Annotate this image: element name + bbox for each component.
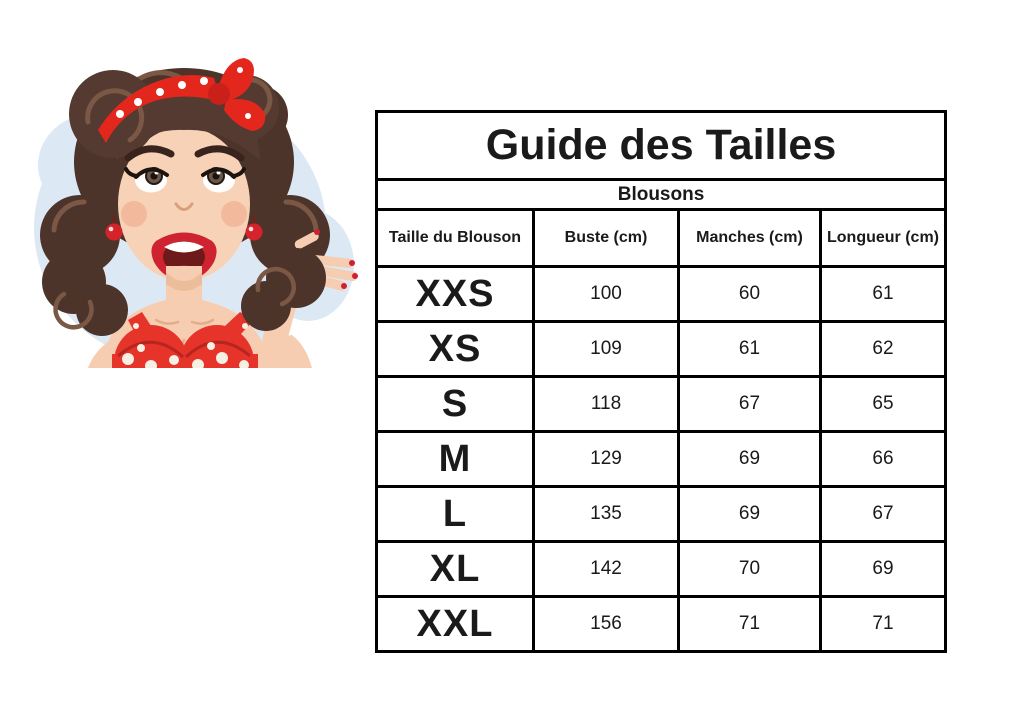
buste-value: 135 [534,487,679,542]
category-label: Blousons [377,180,946,210]
manches-value: 67 [679,377,821,432]
column-header-taille: Taille du Blouson [377,210,534,267]
page-title: Guide des Tailles [377,112,946,180]
buste-value: 129 [534,432,679,487]
manches-value: 61 [679,322,821,377]
longueur-value: 62 [821,322,946,377]
manches-value: 69 [679,432,821,487]
buste-value: 100 [534,267,679,322]
longueur-value: 65 [821,377,946,432]
size-row-xl [377,542,946,597]
longueur-value: 61 [821,267,946,322]
buste-value: 156 [534,597,679,652]
column-header-manches: Manches (cm) [679,210,821,267]
size-row-xs [377,322,946,377]
column-header-longueur: Longueur (cm) [821,210,946,267]
manches-value: 60 [679,267,821,322]
manches-value: 71 [679,597,821,652]
size-label: XXS [377,267,534,322]
buste-value: 118 [534,377,679,432]
size-row-m [377,432,946,487]
manches-value: 70 [679,542,821,597]
longueur-value: 66 [821,432,946,487]
size-row-xxl [377,597,946,652]
buste-value: 142 [534,542,679,597]
size-guide-table [375,110,947,653]
size-label: M [377,432,534,487]
column-header-buste: Buste (cm) [534,210,679,267]
size-label: XXL [377,597,534,652]
buste-value: 109 [534,322,679,377]
title-row [377,112,946,180]
size-label: S [377,377,534,432]
size-label: XL [377,542,534,597]
size-label: L [377,487,534,542]
size-label: XS [377,322,534,377]
category-row [377,180,946,210]
longueur-value: 71 [821,597,946,652]
size-row-l [377,487,946,542]
header-row [377,210,946,267]
size-row-xxs [377,267,946,322]
pinup-woman-illustration [8,10,366,368]
longueur-value: 67 [821,487,946,542]
longueur-value: 69 [821,542,946,597]
size-row-s [377,377,946,432]
manches-value: 69 [679,487,821,542]
